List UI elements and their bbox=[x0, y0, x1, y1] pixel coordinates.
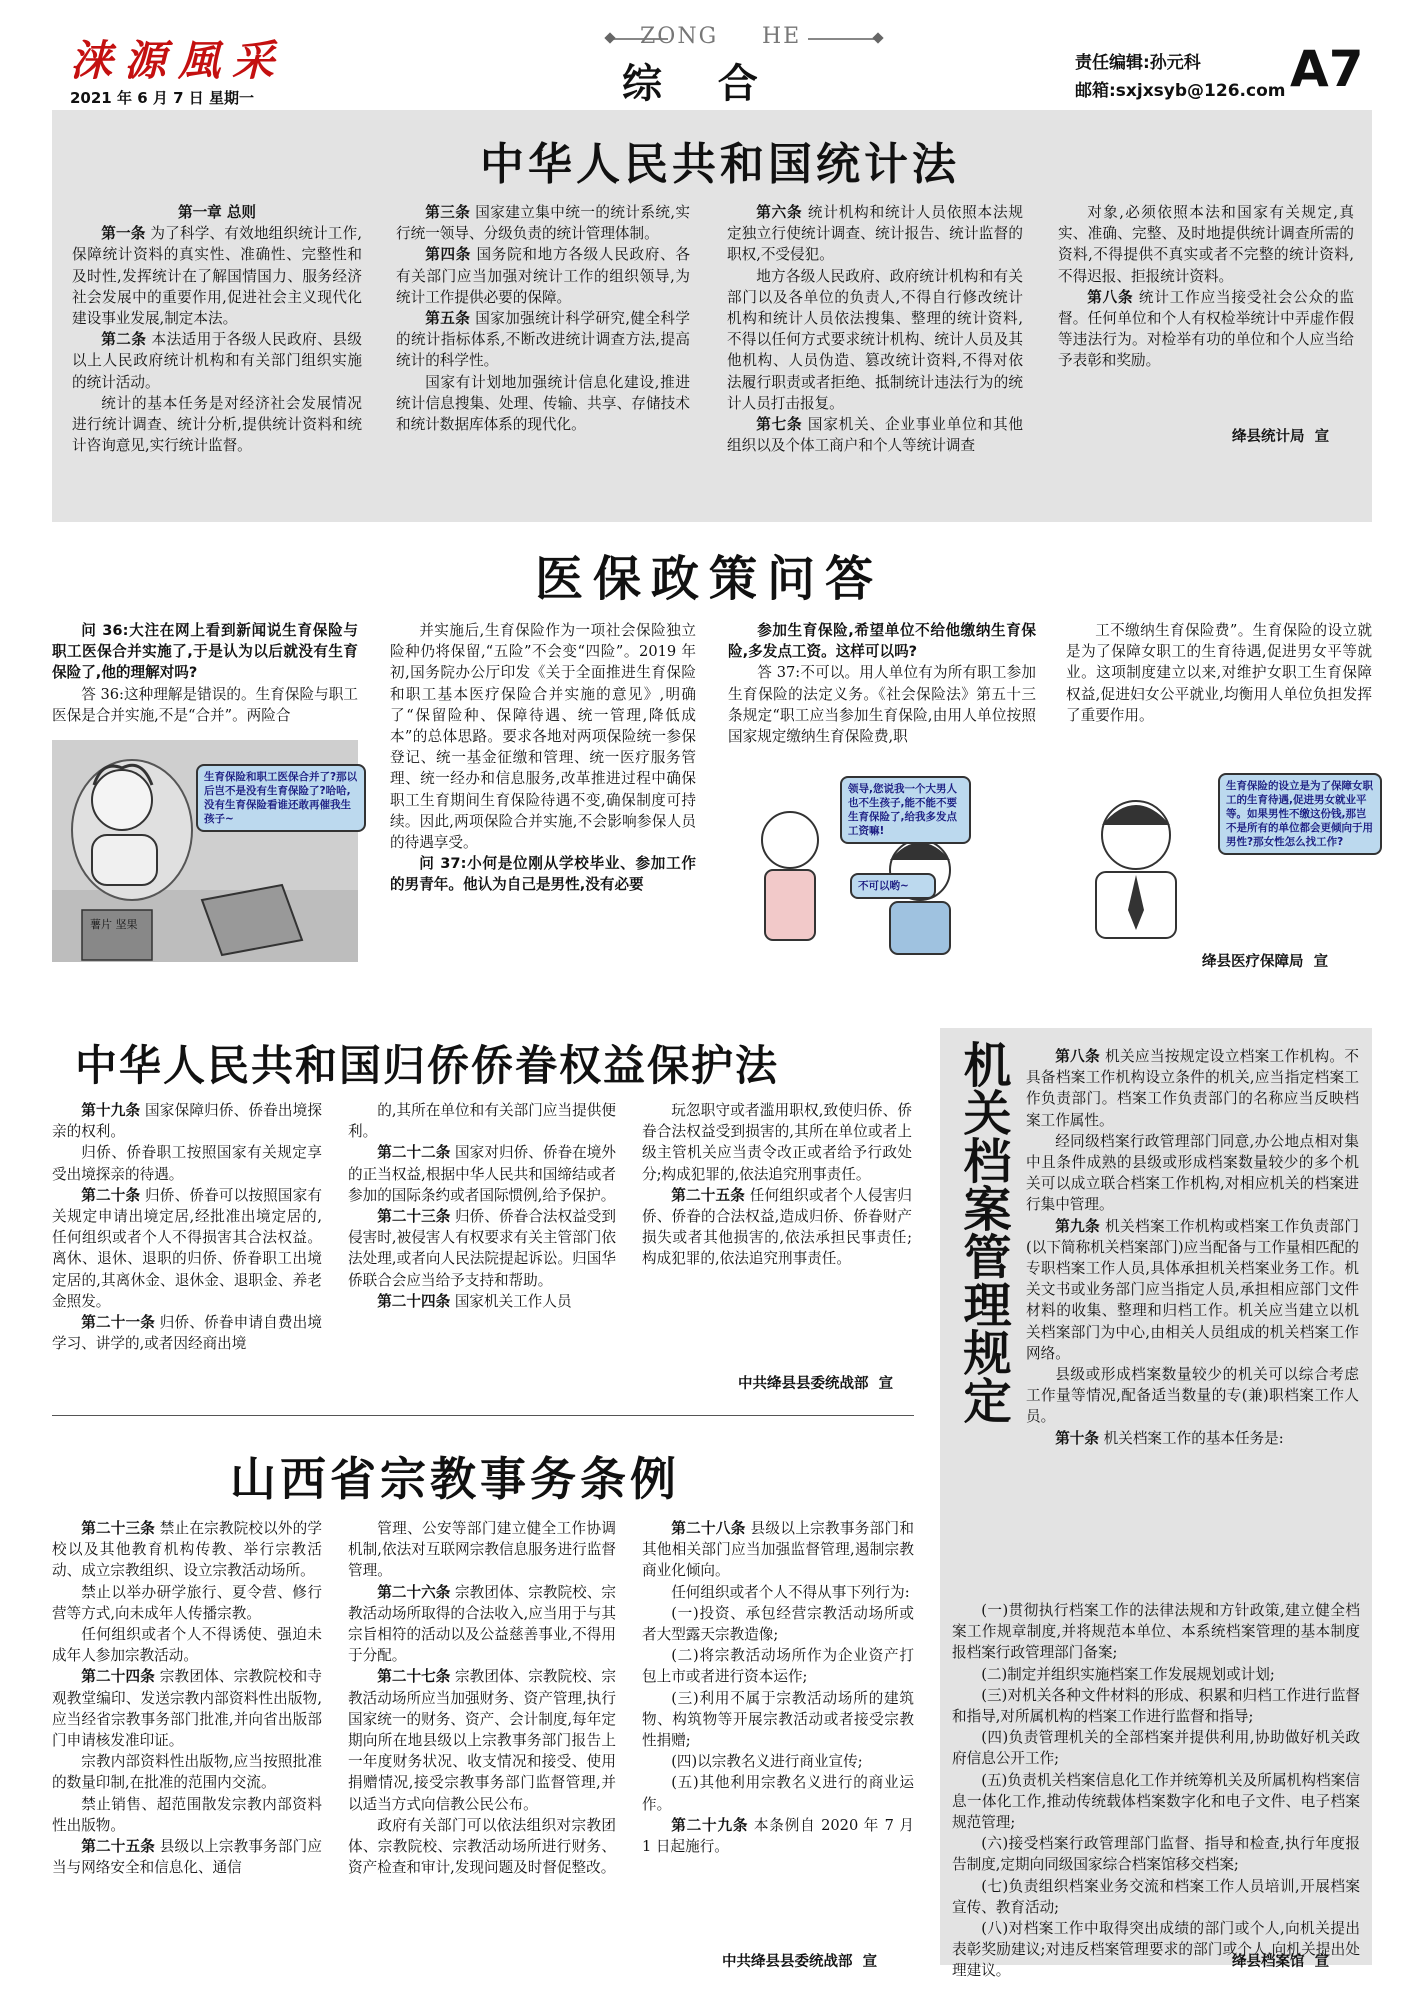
article-paragraph bbox=[642, 1645, 914, 1687]
article-paragraph bbox=[348, 1100, 616, 1142]
article-text: 统计的基本任务是对经济社会发展情况进行统计调查、统计分析,提供统计资料和统计咨询意见,实行统计监督。 bbox=[72, 394, 362, 455]
article-paragraph bbox=[1058, 202, 1354, 287]
article-text: (六)接受档案行政管理部门监督、指导和检查,执行年度报告制度,定期向同级国家综合档案馆移交档案; bbox=[952, 1835, 1360, 1874]
article-paragraph bbox=[72, 223, 362, 329]
article-number: 第二条 bbox=[101, 331, 147, 349]
question-paragraph: 参加生育保险,希望单位不给他缴纳生育保险,多发点工资。这样可以吗? bbox=[728, 622, 1036, 661]
article-paragraph bbox=[642, 1100, 912, 1185]
section-pinyin-left: ZONG bbox=[640, 24, 719, 49]
article-number: 第二十一条 bbox=[81, 1314, 155, 1332]
section-pinyin-right: HE bbox=[762, 24, 802, 49]
article-paragraph bbox=[952, 1600, 1360, 1664]
article-text: (五)负责机关档案信息化工作并统筹机关及所属机构档案信息一体化工作,推动传统载体档案数字化和电子文件、电子档案规范管理; bbox=[952, 1771, 1360, 1832]
article-text: 地方各级人民政府、政府统计机构和有关部门以及各单位的负责人,不得自行修改统计机构和统计人员依法搜集、整理的统计资料,不得以任何方式要求统计机构、统计人员及其他机构、人员伪造、篡改统计资料,不得对依法履行职责或者拒绝、抵制统计违法行为的统计人员打击报复。 bbox=[727, 267, 1023, 412]
article-text: 国家对归侨、侨眷在境外的正当权益,根据中华人民共和国缔结或者参加的国际条约或者国际惯例,给予保护。 bbox=[348, 1144, 616, 1204]
article-number: 第七条 bbox=[756, 416, 803, 434]
article-paragraph bbox=[52, 1582, 322, 1624]
medical-qa-col-1 bbox=[52, 620, 358, 726]
article-paragraph bbox=[952, 1833, 1360, 1875]
article-paragraph bbox=[952, 1664, 1360, 1685]
article-paragraph bbox=[396, 244, 690, 308]
statistics-law-credit: 绛县统计局 宣 bbox=[1232, 429, 1330, 445]
article-paragraph bbox=[727, 202, 1023, 266]
article-paragraph bbox=[52, 1794, 322, 1836]
issue-date: 2021 年 6 月 7 日 星期一 bbox=[70, 89, 254, 107]
article-paragraph bbox=[52, 1518, 322, 1582]
article-text: 国务院和地方各级人民政府、各有关部门应当加强对统计工作的组织领导,为统计工作提供必要的保障。 bbox=[396, 246, 690, 306]
archives-regulation-text-full bbox=[952, 1600, 1360, 1982]
answer-paragraph: 并实施后,生育保险作为一项社会保险独立险种仍将保留,“五险”不会变“四险”。2019 年初,国务院办公厅印发《关于全面推进生育保险和职工基本医疗保险合并实施的意见》,明确了“保留险种、保障待遇、统一管理,降低成本”的总体思路。要求各地对两项保险统一参保登记、统一基金征缴和管理、统一医疗服务管理、统一经办和信息服务,改革推进过程中确保职工生育期间生育保险待遇不变,确保制度可持续。因此,两项保险合并实施,不会影响参保人员的待遇享受。 bbox=[390, 622, 696, 852]
article-text: (一)投资、承包经营宗教活动场所或者大型露天宗教造像; bbox=[642, 1604, 914, 1644]
article-text: (一)贯彻执行档案工作的法律法规和方针政策,建立健全档案工作规章制度,并将规范本单位、本系统档案管理的基本制度报档案行政管理部门备案; bbox=[952, 1602, 1360, 1662]
article-text: 的,其所在单位和有关部门应当提供便利。 bbox=[348, 1102, 616, 1141]
article-text: 归侨、侨眷合法权益受到侵害时,被侵害人有权要求有关主管部门依法处理,或者向人民法院提起诉讼。归国华侨联合会应当给予支持和帮助。 bbox=[348, 1208, 616, 1289]
answer-paragraph: 答 36:这种理解是错误的。生育保险与职工医保是合并实施,不是“合并”。两险合 bbox=[52, 685, 358, 724]
article-number: 第一条 bbox=[101, 225, 146, 243]
article-number: 第二十四条 bbox=[377, 1292, 451, 1310]
article-text: 宗教内部资料性出版物,应当按照批准的数量印制,在批准的范围内交流。 bbox=[52, 1753, 322, 1792]
masthead-rule-right bbox=[808, 38, 878, 40]
article-paragraph bbox=[642, 1185, 912, 1270]
article-paragraph bbox=[396, 202, 690, 244]
statistics-law-col-4 bbox=[1058, 202, 1354, 372]
answer-paragraph: 答 37:不可以。用人单位有为所有职工参加生育保险的法定义务。《社会保险法》第五十三条规定“职工应当参加生育保险,由用人单位按照国家规定缴纳生育保险费,职 bbox=[728, 664, 1036, 746]
editor: 责任编辑:孙元科 bbox=[1075, 53, 1201, 73]
article-paragraph bbox=[727, 266, 1023, 414]
article-text: 禁止在宗教院校以外的学校以及其他教育机构传教、举行宗教活动、成立宗教组织、设立宗教活动场所。 bbox=[52, 1520, 322, 1580]
overseas-law-credit: 中共绛县县委统战部 宣 bbox=[738, 1376, 894, 1392]
article-text: 宗教团体、宗教院校、宗教活动场所取得的合法收入,应当用于与其宗旨相符的活动以及公益慈善事业,不得用于分配。 bbox=[348, 1583, 616, 1665]
article-text: 政府有关部门可以依法组织对宗教团体、宗教院校、宗教活动场所进行财务、资产检查和审计,发现问题及时督促整改。 bbox=[348, 1816, 616, 1877]
article-text: (四)负责管理机关的全部档案并提供利用,协助做好机关政府信息公开工作; bbox=[952, 1729, 1360, 1768]
article-paragraph bbox=[52, 1142, 322, 1184]
article-number: 第八条 bbox=[1055, 1048, 1101, 1065]
article-text: 任何组织或者个人不得从事下列行为: bbox=[671, 1583, 910, 1601]
article-paragraph bbox=[952, 1727, 1360, 1769]
archives-regulation-title-text: 机关档案管理规定 bbox=[955, 1040, 1011, 1424]
article-paragraph bbox=[72, 329, 362, 393]
article-paragraph bbox=[348, 1518, 616, 1582]
article-text: 禁止以举办研学旅行、夏令营、修行营等方式,向未成年人传播宗教。 bbox=[52, 1583, 322, 1622]
article-text: 国家机关工作人员 bbox=[454, 1292, 572, 1310]
overseas-law-col-1 bbox=[52, 1100, 322, 1354]
question-paragraph: 问 36:大注在网上看到新闻说生育保险与职工医保合并实施了,于是认为以后就没有生育保险了,他的理解对吗? bbox=[52, 622, 358, 682]
article-text: 任何组织或者个人不得诱使、强迫未成年人参加宗教活动。 bbox=[52, 1626, 322, 1665]
article-paragraph bbox=[1026, 1046, 1359, 1131]
article-paragraph bbox=[52, 1836, 322, 1878]
statistics-law-col-1 bbox=[72, 202, 362, 456]
article-text: 归侨、侨眷职工按照国家有关规定享受出境探亲的待遇。 bbox=[52, 1144, 322, 1183]
article-paragraph bbox=[348, 1206, 616, 1291]
diamond-icon bbox=[604, 32, 615, 43]
article-paragraph bbox=[396, 308, 690, 372]
article-paragraph bbox=[642, 1815, 914, 1857]
statistics-law-col-2 bbox=[396, 202, 690, 435]
article-text: 宗教团体、宗教院校和寺观教堂编印、发送宗教内部资料性出版物,应当经省宗教事务部门批准,并向省出版部门申请核发准印证。 bbox=[52, 1668, 322, 1750]
article-paragraph bbox=[348, 1666, 616, 1814]
article-paragraph bbox=[1026, 1428, 1359, 1449]
article-number: 第五条 bbox=[425, 310, 471, 328]
cartoon-drawing bbox=[1066, 780, 1206, 940]
article-number: 第十九条 bbox=[81, 1102, 141, 1119]
article-text: 为了科学、有效地组织统计工作,保障统计资料的真实性、准确性、完整性和及时性,发挥统计在了解国情国力、服务经济社会发展中的重要作用,促进社会主义现代化建设事业发展,制定本法。 bbox=[72, 225, 363, 328]
article-text: 任何组织或者个人侵害归侨、侨眷的合法权益,造成归侨、侨眷财产损失或者其他损害的,依法承担民事责任;构成犯罪的,依法追究刑事责任。 bbox=[642, 1186, 912, 1268]
article-number: 第二十六条 bbox=[377, 1583, 451, 1601]
article-paragraph bbox=[727, 414, 1023, 456]
article-text: (四)以宗教名义进行商业宣传; bbox=[671, 1753, 863, 1771]
article-text: 归侨、侨眷可以按照国家有关规定申请出境定居,经批准出境定居的,任何组织或者个人不得损害其合法权益。离休、退休、退职的归侨、侨眷职工出境定居的,其离休金、退休金、退职金、养老金照发。 bbox=[52, 1186, 322, 1310]
article-text: 宗教团体、宗教院校、宗教活动场所应当加强财务、资产管理,执行国家统一的财务、资产、会计制度,每年定期向所在地县级以上宗教事务部门报告上一年度财务状况、收支情况和接受、使用捐赠情况,接受宗教事务部门监督管理,并以适当方式向信教公民公布。 bbox=[348, 1668, 616, 1813]
article-number: 第八条 bbox=[1087, 288, 1134, 306]
overseas-law-col-3 bbox=[642, 1100, 912, 1270]
article-paragraph bbox=[1026, 1131, 1359, 1216]
article-text: 县级以上宗教事务部门和其他相关部门应当加强监督管理,遏制宗教商业化倾向。 bbox=[642, 1520, 914, 1580]
article-paragraph bbox=[642, 1518, 914, 1582]
article-text: 对象,必须依照本法和国家有关规定,真实、准确、完整、及时地提供统计调查所需的资料,不得提供不真实或者不完整的统计资料,不得迟报、拒报统计资料。 bbox=[1058, 204, 1354, 285]
diamond-icon bbox=[872, 32, 883, 43]
article-paragraph bbox=[952, 1770, 1360, 1834]
medical-qa-credit: 绛县医疗保障局 宣 bbox=[1202, 954, 1329, 970]
statistics-law-col-3 bbox=[727, 202, 1023, 456]
article-text: 国家有计划地加强统计信息化建设,推进统计信息搜集、处理、传输、共享、存储技术和统计数据库体系的现代化。 bbox=[396, 373, 690, 434]
article-number: 第二十二条 bbox=[377, 1144, 451, 1162]
article-paragraph bbox=[642, 1582, 914, 1603]
article-number: 第四条 bbox=[425, 246, 472, 264]
article-number: 第二十三条 bbox=[377, 1208, 451, 1226]
article-paragraph bbox=[642, 1772, 914, 1814]
article-paragraph bbox=[642, 1751, 914, 1772]
article-number: 第二十三条 bbox=[81, 1520, 155, 1537]
article-paragraph bbox=[1058, 287, 1354, 372]
speech-bubble-4: 生育保险的设立是为了保障女职工的生育待遇,促进男女就业平等。如果男性不缴这份钱,那岂不是所有的单位都会更倾向于用男性?那女性怎么找工作? bbox=[1218, 773, 1382, 855]
article-text: (五)其他利用宗教名义进行的商业运作。 bbox=[642, 1774, 914, 1813]
overseas-law-col-2 bbox=[348, 1100, 616, 1312]
question-paragraph: 问 37:小何是位刚从学校毕业、参加工作的男青年。他认为自己是男性,没有必要 bbox=[390, 855, 696, 894]
article-number: 第二十九条 bbox=[671, 1816, 749, 1834]
medical-qa-col-4 bbox=[1066, 620, 1372, 726]
article-number: 第九条 bbox=[1055, 1217, 1101, 1235]
email: 邮箱:sxjxsyb@126.com bbox=[1075, 81, 1286, 101]
article-text: 县级或形成档案数量较少的机关可以综合考虑工作量等情况,配备适当数量的专(兼)职档案工作人员。 bbox=[1026, 1366, 1359, 1426]
article-text: 归侨、侨眷申请自费出境学习、讲学的,或者因经商出境 bbox=[52, 1314, 322, 1353]
article-paragraph bbox=[348, 1815, 616, 1879]
medical-qa-col-2 bbox=[390, 620, 696, 896]
divider bbox=[52, 1415, 914, 1416]
article-number: 第十条 bbox=[1055, 1429, 1099, 1447]
article-text: (三)利用不属于宗教活动场所的建筑物、构筑物等开展宗教活动或者接受宗教性捐赠; bbox=[642, 1689, 914, 1750]
article-text: 本条例自 2020 年 7 月 1 日起施行。 bbox=[642, 1816, 914, 1856]
article-text: (二)制定并组织实施档案工作发展规划或计划; bbox=[981, 1665, 1275, 1683]
archives-regulation-title bbox=[954, 1040, 1014, 1424]
medical-qa-col-3 bbox=[728, 620, 1036, 747]
article-number: 第二十五条 bbox=[81, 1838, 155, 1856]
article-text: 国家建立集中统一的统计系统,实行统一领导、分级负责的统计管理体制。 bbox=[396, 204, 691, 243]
article-paragraph bbox=[396, 372, 690, 436]
article-paragraph bbox=[52, 1666, 322, 1751]
article-number: 第二十八条 bbox=[671, 1520, 746, 1537]
article-text: 国家保障归侨、侨眷出境探亲的权利。 bbox=[52, 1102, 322, 1141]
article-paragraph bbox=[348, 1291, 616, 1312]
article-number: 第二十七条 bbox=[377, 1668, 451, 1686]
religious-regulation-credit: 中共绛县县委统战部 宣 bbox=[722, 1954, 878, 1970]
article-paragraph bbox=[52, 1751, 322, 1793]
article-text: 本法适用于各级人民政府、县级以上人民政府统计机构和有关部门组织实施的统计活动。 bbox=[72, 331, 362, 391]
article-paragraph bbox=[52, 1100, 322, 1142]
article-text: 机关档案工作机构或档案工作负责部门(以下简称机关档案部门)应当配备与工作量相匹配的专职档案工作人员,具体承担机关档案业务工作。机关文书或业务部门应当指定人员,承担相应部门文件材料的收集、整理和归档工作。机关应当建立以机关档案部门为中心,由相关人员组成的机关档案工作网络。 bbox=[1026, 1217, 1359, 1362]
article-paragraph bbox=[72, 393, 362, 457]
section-title: 综 合 bbox=[622, 60, 758, 107]
article-text: (三)对机关各种文件材料的形成、积累和归档工作进行监督和指导,对所属机构的档案工作进行监督和指导; bbox=[952, 1686, 1360, 1726]
archives-regulation-text bbox=[1026, 1046, 1359, 1449]
article-text: 统计工作应当接受社会公众的监督。任何单位和个人有权检举统计中弄虚作假等违法行为。对检举有功的单位和个人应当给予表彰和奖励。 bbox=[1058, 288, 1354, 370]
article-text: 国家机关、企业事业单位和其他组织以及个体工商户和个人等统计调查 bbox=[727, 416, 1023, 455]
article-text: 机关档案工作的基本任务是: bbox=[1103, 1429, 1284, 1447]
article-number: 第二十四条 bbox=[81, 1668, 155, 1686]
answer-paragraph: 工不缴纳生育保险费”。生育保险的设立就是为了保障女职工的生育待遇,促进男女平等就业。这项制度建立以来,对维护女职工生育保障权益,促进妇女公平就业,均衡用人单位负担发挥了重要作用。 bbox=[1066, 622, 1372, 724]
article-number: 第二十条 bbox=[81, 1186, 141, 1204]
article-text: 统计机构和统计人员依照本法规定独立行使统计调查、统计报告、统计监督的职权,不受侵犯。 bbox=[727, 204, 1023, 264]
medical-qa-title: 医保政策问答 bbox=[535, 551, 884, 607]
article-paragraph bbox=[952, 1685, 1360, 1727]
article-text: (二)将宗教活动场所作为企业资产打包上市或者进行资本运作; bbox=[642, 1647, 914, 1686]
religious-regulation-title: 山西省宗教事务条例 bbox=[230, 1452, 680, 1506]
speech-bubble-2: 领导,您说我一个大男人也不生孩子,能不能不要生育保险了,给我多发点工资嘛! bbox=[840, 776, 971, 844]
speech-bubble-1: 生育保险和职工医保合并了?那以后岂不是没有生育保险了?哈哈,没有生育保险看谁还敢再催我生孩子~ bbox=[196, 764, 366, 832]
page-number: A7 bbox=[1290, 40, 1364, 98]
article-paragraph bbox=[1026, 1364, 1359, 1428]
article-text: 机关应当按规定设立档案工作机构。不具备档案工作机构设立条件的机关,应当指定档案工作负责部门。档案工作负责部门的名称应当反映档案工作属性。 bbox=[1026, 1048, 1359, 1129]
article-paragraph bbox=[348, 1582, 616, 1667]
article-number: 第二十五条 bbox=[671, 1186, 745, 1204]
snack-bag-label: 薯片 坚果 bbox=[90, 918, 138, 931]
article-text: 国家加强统计科学研究,健全科学的统计指标体系,不断改进统计调查方法,提高统计的科学性。 bbox=[396, 310, 691, 370]
article-text: 县级以上宗教事务部门应当与网络安全和信息化、通信 bbox=[52, 1838, 322, 1877]
article-paragraph bbox=[1026, 1216, 1359, 1364]
article-text: 管理、公安等部门建立健全工作协调机制,依法对互联网宗教信息服务进行监督管理。 bbox=[348, 1520, 616, 1580]
paper-name: 涞源風采 bbox=[70, 36, 287, 85]
religious-regulation-col-3 bbox=[642, 1518, 914, 1857]
cartoon-official bbox=[1066, 780, 1206, 940]
article-paragraph bbox=[52, 1312, 322, 1354]
article-text: 禁止销售、超范围散发宗教内部资料性出版物。 bbox=[52, 1795, 322, 1834]
article-paragraph bbox=[952, 1876, 1360, 1918]
speech-bubble-3: 不可以哟~ bbox=[850, 873, 936, 899]
article-number: 第三条 bbox=[425, 204, 471, 221]
article-paragraph bbox=[52, 1185, 322, 1312]
chapter-heading: 第一章 总则 bbox=[177, 204, 257, 221]
religious-regulation-col-1 bbox=[52, 1518, 322, 1878]
article-text: (七)负责组织档案业务交流和档案工作人员培训,开展档案宣传、教育活动; bbox=[952, 1877, 1360, 1916]
article-text: 经同级档案行政管理部门同意,办公地点相对集中且条件成熟的县级或形成档案数量较少的多个机关可以成立联合档案工作机构,对相应机关的档案进行集中管理。 bbox=[1026, 1132, 1359, 1214]
article-paragraph bbox=[52, 1624, 322, 1666]
article-paragraph bbox=[642, 1603, 914, 1645]
article-paragraph bbox=[348, 1142, 616, 1206]
overseas-law-title: 中华人民共和国归侨侨眷权益保护法 bbox=[75, 1041, 780, 1090]
article-text: 玩忽职守或者滥用职权,致使归侨、侨眷合法权益受到损害的,其所在单位或者上级主管机关应当责令改正或者给予行政处分;构成犯罪的,依法追究刑事责任。 bbox=[642, 1102, 912, 1183]
article-text: (八)对档案工作中取得突出成绩的部门或个人,向机关提出表彰奖励建议;对违反档案管理要求的部门或个人,向机关提出处理建议。 bbox=[952, 1920, 1360, 1980]
masthead bbox=[0, 0, 1425, 110]
religious-regulation-col-2 bbox=[348, 1518, 616, 1878]
statistics-law-title: 中华人民共和国统计法 bbox=[480, 139, 960, 190]
article-number: 第六条 bbox=[756, 204, 803, 221]
archives-regulation-credit: 绛县档案馆 宣 bbox=[1232, 1954, 1330, 1970]
article-paragraph bbox=[642, 1688, 914, 1752]
